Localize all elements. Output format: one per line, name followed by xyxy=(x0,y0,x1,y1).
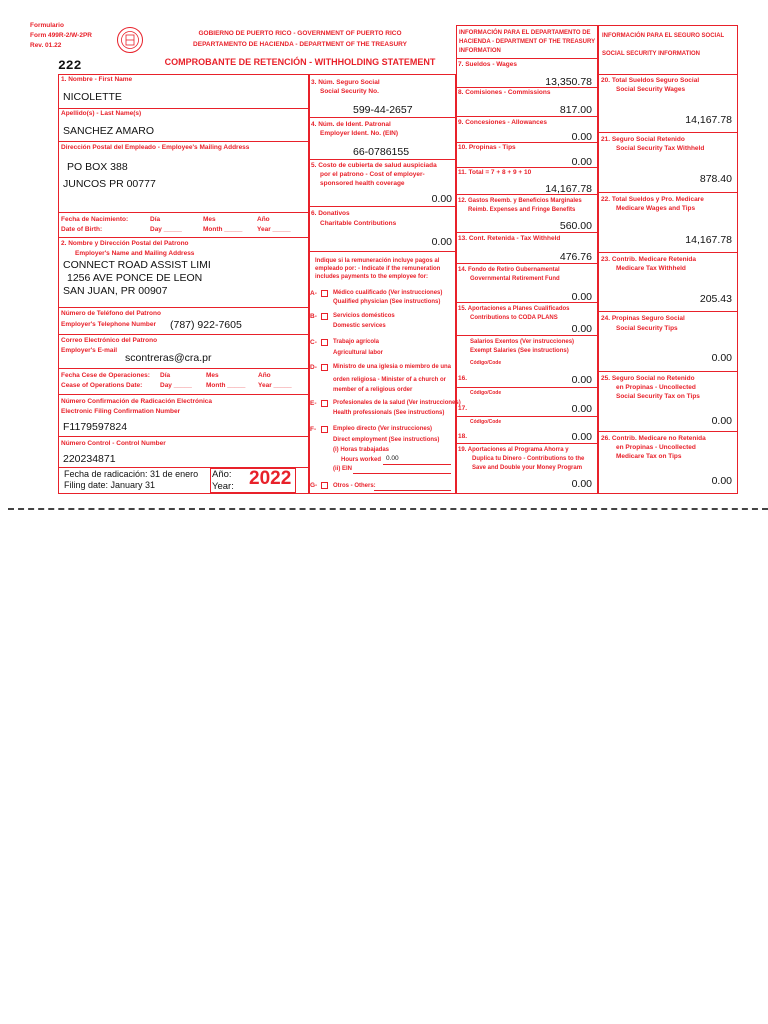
divider xyxy=(598,371,738,372)
option-a-es: Médico cualificado (Ver instrucciones) xyxy=(333,290,443,296)
option-c-letter: C- xyxy=(310,339,317,346)
medicare-wages-value: 14,167.78 xyxy=(685,234,732,246)
option-a-checkbox[interactable] xyxy=(321,290,328,297)
divider xyxy=(456,87,598,88)
gov-line-2: DEPARTAMENTO DE HACIENDA - DEPARTMENT OF THE TREASURY xyxy=(193,41,407,48)
dob-month: Month _____ xyxy=(203,226,243,233)
exempt-label-2: Exempt Salaries (See instructions) xyxy=(470,348,569,354)
ano-label: Año: xyxy=(212,469,232,480)
option-f-letter: F- xyxy=(310,426,317,433)
commissions-value: 817.00 xyxy=(559,104,592,116)
total-label: 11. Total = 7 + 8 + 9 + 10 xyxy=(458,169,532,176)
form-code: 222 xyxy=(58,58,82,73)
last-name-label: Apellido(s) - Last Name(s) xyxy=(61,110,142,117)
form-title: COMPROBANTE DE RETENCIÓN - WITHHOLDING STATEMENT xyxy=(164,57,436,67)
divider xyxy=(456,443,598,444)
wages-label: 7. Sueldos - Wages xyxy=(458,61,517,68)
dob-mes: Mes xyxy=(203,216,216,223)
dob-label-en: Date of Birth: xyxy=(61,226,103,233)
phone-value: (787) 922-7605 xyxy=(170,319,242,331)
dob-ano: Año xyxy=(257,216,270,223)
medicare-wages-label-1: 22. Total Sueldos y Pro. Medicare xyxy=(601,196,704,203)
fringe-value: 560.00 xyxy=(559,220,592,232)
option-f-es: Empleo directo (Ver instrucciones) xyxy=(333,426,433,432)
formulario-label: Formulario xyxy=(30,22,64,29)
option-g-letter: G- xyxy=(310,482,318,489)
medicare-withheld-label-1: 23. Contrib. Medicare Retenida xyxy=(601,256,696,263)
hours-label-en: Hours worked xyxy=(341,457,382,463)
donations-label-es: 6. Donativos xyxy=(311,210,350,217)
ss-wages-value: 14,167.78 xyxy=(685,114,732,126)
email-label-en: Employer's E-mail xyxy=(61,347,118,354)
cease-day: Day _____ xyxy=(160,382,192,389)
divider xyxy=(456,302,598,303)
commissions-label: 8. Comisiones - Commissions xyxy=(458,89,551,96)
health-value: 0.00 xyxy=(431,193,452,205)
donations-value: 0.00 xyxy=(431,236,452,248)
fringe-label-1: 12. Gastos Reemb. y Beneficios Marginales xyxy=(458,198,582,204)
ss-withheld-label-2: Social Security Tax Withheld xyxy=(616,145,705,152)
fringe-label-2: Reimb. Expenses and Fringe Benefits xyxy=(468,207,576,213)
dob-label-es: Fecha de Nacimiento: xyxy=(61,216,129,223)
divider xyxy=(598,192,738,193)
ss-tips-value: 0.00 xyxy=(711,352,732,364)
divider xyxy=(309,251,456,252)
divider xyxy=(58,237,309,238)
filing-date-es: Fecha de radicación: 31 de enero xyxy=(64,469,199,479)
employer-label-en: Employer's Name and Mailing Address xyxy=(75,250,195,257)
treasury-header-2: HACIENDA - DEPARTMENT OF THE TREASURY xyxy=(459,39,596,45)
code-label-16: Código/Code xyxy=(470,360,502,366)
ssn-value: 599-44-2657 xyxy=(353,104,413,116)
divider xyxy=(598,252,738,253)
option-e-checkbox[interactable] xyxy=(321,400,328,407)
divider xyxy=(598,431,738,432)
cease-label-en: Cease of Operations Date: xyxy=(61,382,143,389)
retirement-label-2: Governmental Retirement Fund xyxy=(470,276,560,282)
code-label-18: Código/Code xyxy=(470,419,502,425)
allowances-value: 0.00 xyxy=(571,131,592,143)
form-id: Form 499R-2/W-2PR xyxy=(30,32,92,39)
ein-ii-label: (ii) EIN xyxy=(333,466,352,472)
option-a-en: Qualified physician (See instructions) xyxy=(333,299,441,305)
indique-line-3: includes payments to the employee for: xyxy=(315,274,429,280)
divider xyxy=(598,74,738,75)
total-value: 14,167.78 xyxy=(545,183,592,195)
tax-withheld-label: 13. Cont. Retenida - Tax Withheld xyxy=(458,235,561,242)
cease-dia: Día xyxy=(160,372,171,379)
divider xyxy=(456,167,598,168)
ss-uncollected-label-3: Social Security Tax on Tips xyxy=(616,393,700,400)
divider xyxy=(309,117,456,118)
option-c-es: Trabajo agrícola xyxy=(333,339,380,345)
option-g-label: Otros - Others: xyxy=(333,483,376,489)
divider xyxy=(58,212,309,213)
divider xyxy=(309,159,456,160)
first-name-value: NICOLETTE xyxy=(63,91,122,103)
exempt-label-1: Salarios Exentos (Ver instrucciones) xyxy=(470,339,575,345)
divider xyxy=(456,416,598,417)
ssn-label-en: Social Security No. xyxy=(320,88,379,95)
option-d-letter: D- xyxy=(310,364,317,371)
divider xyxy=(456,335,598,336)
health-label-2: por el patrono - Cost of employer- xyxy=(320,171,425,178)
retirement-value: 0.00 xyxy=(571,291,592,303)
cease-ano: Año xyxy=(258,372,271,379)
exempt-17-label: 17. xyxy=(458,405,468,412)
option-f-checkbox[interactable] xyxy=(321,426,328,433)
retirement-label-1: 14. Fondo de Retiro Gubernamental xyxy=(458,267,560,273)
exempt-18-label: 18. xyxy=(458,433,468,440)
ss-withheld-label-1: 21. Seguro Social Retenido xyxy=(601,136,685,143)
save-label-3: Save and Double your Money Program xyxy=(472,465,583,471)
ss-header-1: INFORMACIÓN PARA EL SEGURO SOCIAL xyxy=(602,33,725,39)
coda-label-2: Contributions to CODA PLANS xyxy=(470,315,558,321)
health-label-3: sponsored health coverage xyxy=(320,180,405,187)
ss-uncollected-label-1: 25. Seguro Social no Retenido xyxy=(601,375,695,382)
divider xyxy=(598,132,738,133)
tips-label: 10. Propinas - Tips xyxy=(458,144,516,151)
exempt-16-label: 16. xyxy=(458,375,468,382)
option-c-checkbox[interactable] xyxy=(321,339,328,346)
ein-value: 66-0786155 xyxy=(353,146,410,158)
cease-year: Year _____ xyxy=(258,382,292,389)
divider xyxy=(309,206,456,207)
option-a-letter: A- xyxy=(310,290,317,297)
cease-month: Month _____ xyxy=(206,382,246,389)
first-name-label: 1. Nombre - First Name xyxy=(61,76,133,83)
hours-value: 0.00 xyxy=(386,455,399,462)
divider xyxy=(456,263,598,264)
treasury-header-1: INFORMACIÓN PARA EL DEPARTAMENTO DE xyxy=(459,30,591,36)
divider xyxy=(58,394,309,395)
medicare-uncollected-value: 0.00 xyxy=(711,475,732,487)
divider xyxy=(456,194,598,195)
save-value: 0.00 xyxy=(571,478,592,490)
efile-label-es: Número Confirmación de Radicación Electrónica xyxy=(61,398,212,405)
ein-label-en: Employer Ident. No. (EIN) xyxy=(320,130,399,137)
year-label: Year: xyxy=(212,481,234,492)
seal-icon xyxy=(116,26,144,54)
allowances-label: 9. Concesiones - Allowances xyxy=(458,119,547,126)
save-label-2: Duplica tu Dinero - Contributions to the xyxy=(472,456,585,462)
email-value: scontreras@cra.pr xyxy=(125,352,212,364)
medicare-uncollected-label-1: 26. Contrib. Medicare no Retenida xyxy=(601,435,706,442)
phone-label-es: Número de Teléfono del Patrono xyxy=(61,310,161,317)
medicare-uncollected-label-3: Medicare Tax on Tips xyxy=(616,453,682,460)
coda-label-1: 15. Aportaciones a Planes Cualificados xyxy=(458,306,570,312)
option-c-en: Agricultural labor xyxy=(333,350,384,356)
efile-value: F1179597824 xyxy=(63,421,128,433)
employer-address-line1: 1256 AVE PONCE DE LEON xyxy=(67,272,203,284)
tips-value: 0.00 xyxy=(571,156,592,168)
option-e-letter: E- xyxy=(310,400,317,407)
wages-value: 13,350.78 xyxy=(545,76,592,88)
ein-label-es: 4. Núm. de Ident. Patronal xyxy=(311,121,391,128)
code-label-17: Código/Code xyxy=(470,390,502,396)
tax-withheld-value: 476.76 xyxy=(559,251,592,263)
divider xyxy=(456,232,598,233)
ss-wages-label-2: Social Security Wages xyxy=(616,86,686,93)
last-name-value: SANCHEZ AMARO xyxy=(63,125,155,137)
cease-label-es: Fecha Cese de Operaciones: xyxy=(61,372,150,379)
medicare-withheld-value: 205.43 xyxy=(699,293,732,305)
donations-label-en: Charitable Contributions xyxy=(320,220,397,227)
divider xyxy=(456,116,598,117)
option-g-underline xyxy=(374,490,451,491)
option-b-es: Servicios domésticos xyxy=(333,313,395,319)
employer-label-es: 2. Nombre y Dirección Postal del Patrono xyxy=(61,240,189,247)
ss-wages-label-1: 20. Total Sueldos Seguro Social xyxy=(601,77,700,84)
phone-label-en: Employer's Telephone Number xyxy=(61,321,156,328)
divider xyxy=(58,334,309,335)
option-b-checkbox[interactable] xyxy=(321,313,328,320)
control-value: 220234871 xyxy=(63,453,116,465)
ss-withheld-value: 878.40 xyxy=(699,173,732,185)
hours-underline xyxy=(383,464,451,465)
exempt-18-value: 0.00 xyxy=(571,431,592,443)
option-d-checkbox[interactable] xyxy=(321,364,328,371)
ss-tips-label-2: Social Security Tips xyxy=(616,325,678,332)
medicare-wages-label-2: Medicare Wages and Tips xyxy=(616,205,696,212)
treasury-header-3: INFORMATION xyxy=(459,48,501,54)
option-g-checkbox[interactable] xyxy=(321,482,328,489)
dob-dia: Día xyxy=(150,216,161,223)
employee-address-label: Dirección Postal del Empleado - Employee's Mailing Address xyxy=(61,144,250,151)
form-rev: Rev. 01.22 xyxy=(30,42,62,49)
option-f-en: Direct employment (See instructions) xyxy=(333,437,440,443)
efile-label-en: Electronic Filing Confirmation Number xyxy=(61,408,181,415)
divider xyxy=(58,436,309,437)
employer-name: CONNECT ROAD ASSIST LIMI xyxy=(63,259,211,271)
ss-header-2: SOCIAL SECURITY INFORMATION xyxy=(602,51,701,57)
hours-label-es: (i) Horas trabajadas xyxy=(333,447,390,453)
employee-address-line1: PO BOX 388 xyxy=(67,161,128,173)
ssn-label-es: 3. Núm. Seguro Social xyxy=(311,79,380,86)
tax-year: 2022 xyxy=(249,468,292,489)
dob-year: Year _____ xyxy=(257,226,291,233)
divider xyxy=(58,108,309,109)
ss-tips-label-1: 24. Propinas Seguro Social xyxy=(601,315,685,322)
divider xyxy=(58,307,309,308)
option-e-es: Profesionales de la salud (Ver instrucciones) xyxy=(333,400,461,406)
option-d-es2: orden religiosa - Minister of a church or xyxy=(333,377,447,383)
divider xyxy=(58,141,309,142)
health-label-1: 5. Costo de cubierta de salud auspiciada xyxy=(311,162,437,169)
option-d-es: Ministro de una iglesia o miembro de una xyxy=(333,364,452,370)
exempt-17-value: 0.00 xyxy=(571,403,592,415)
cut-line xyxy=(8,508,768,510)
option-e-en: Health professionals (See instructions) xyxy=(333,410,445,416)
medicare-withheld-label-2: Medicare Tax Withheld xyxy=(616,265,686,272)
filing-date-en: Filing date: January 31 xyxy=(64,480,156,490)
divider xyxy=(598,311,738,312)
divider xyxy=(456,387,598,388)
save-label-1: 19. Aportaciones al Programa Ahorra y xyxy=(458,447,569,453)
divider xyxy=(456,142,598,143)
control-label: Número Control - Control Number xyxy=(61,440,166,447)
ss-uncollected-value: 0.00 xyxy=(711,415,732,427)
divider xyxy=(456,58,598,59)
coda-value: 0.00 xyxy=(571,323,592,335)
indique-line-1: Indique si la remuneración incluye pagos al xyxy=(315,258,440,264)
medicare-uncollected-label-2: en Propinas - Uncollected xyxy=(616,444,696,451)
ein-ii-underline xyxy=(353,473,451,474)
indique-line-2: empleado por: - Indicate if the remuneration xyxy=(315,266,441,272)
gov-line-1: GOBIERNO DE PUERTO RICO - GOVERNMENT OF PUERTO RICO xyxy=(198,30,402,37)
exempt-16-value: 0.00 xyxy=(571,374,592,386)
option-d-en: member of a religious order xyxy=(333,387,413,393)
employee-address-line2: JUNCOS PR 00777 xyxy=(63,178,156,190)
cease-mes: Mes xyxy=(206,372,219,379)
email-label-es: Correo Electrónico del Patrono xyxy=(61,337,158,344)
dob-day: Day _____ xyxy=(150,226,182,233)
option-b-letter: B- xyxy=(310,313,317,320)
ss-uncollected-label-2: en Propinas - Uncollected xyxy=(616,384,696,391)
employer-address-line2: SAN JUAN, PR 00907 xyxy=(63,285,168,297)
divider xyxy=(58,368,309,369)
option-b-en: Domestic services xyxy=(333,323,386,329)
